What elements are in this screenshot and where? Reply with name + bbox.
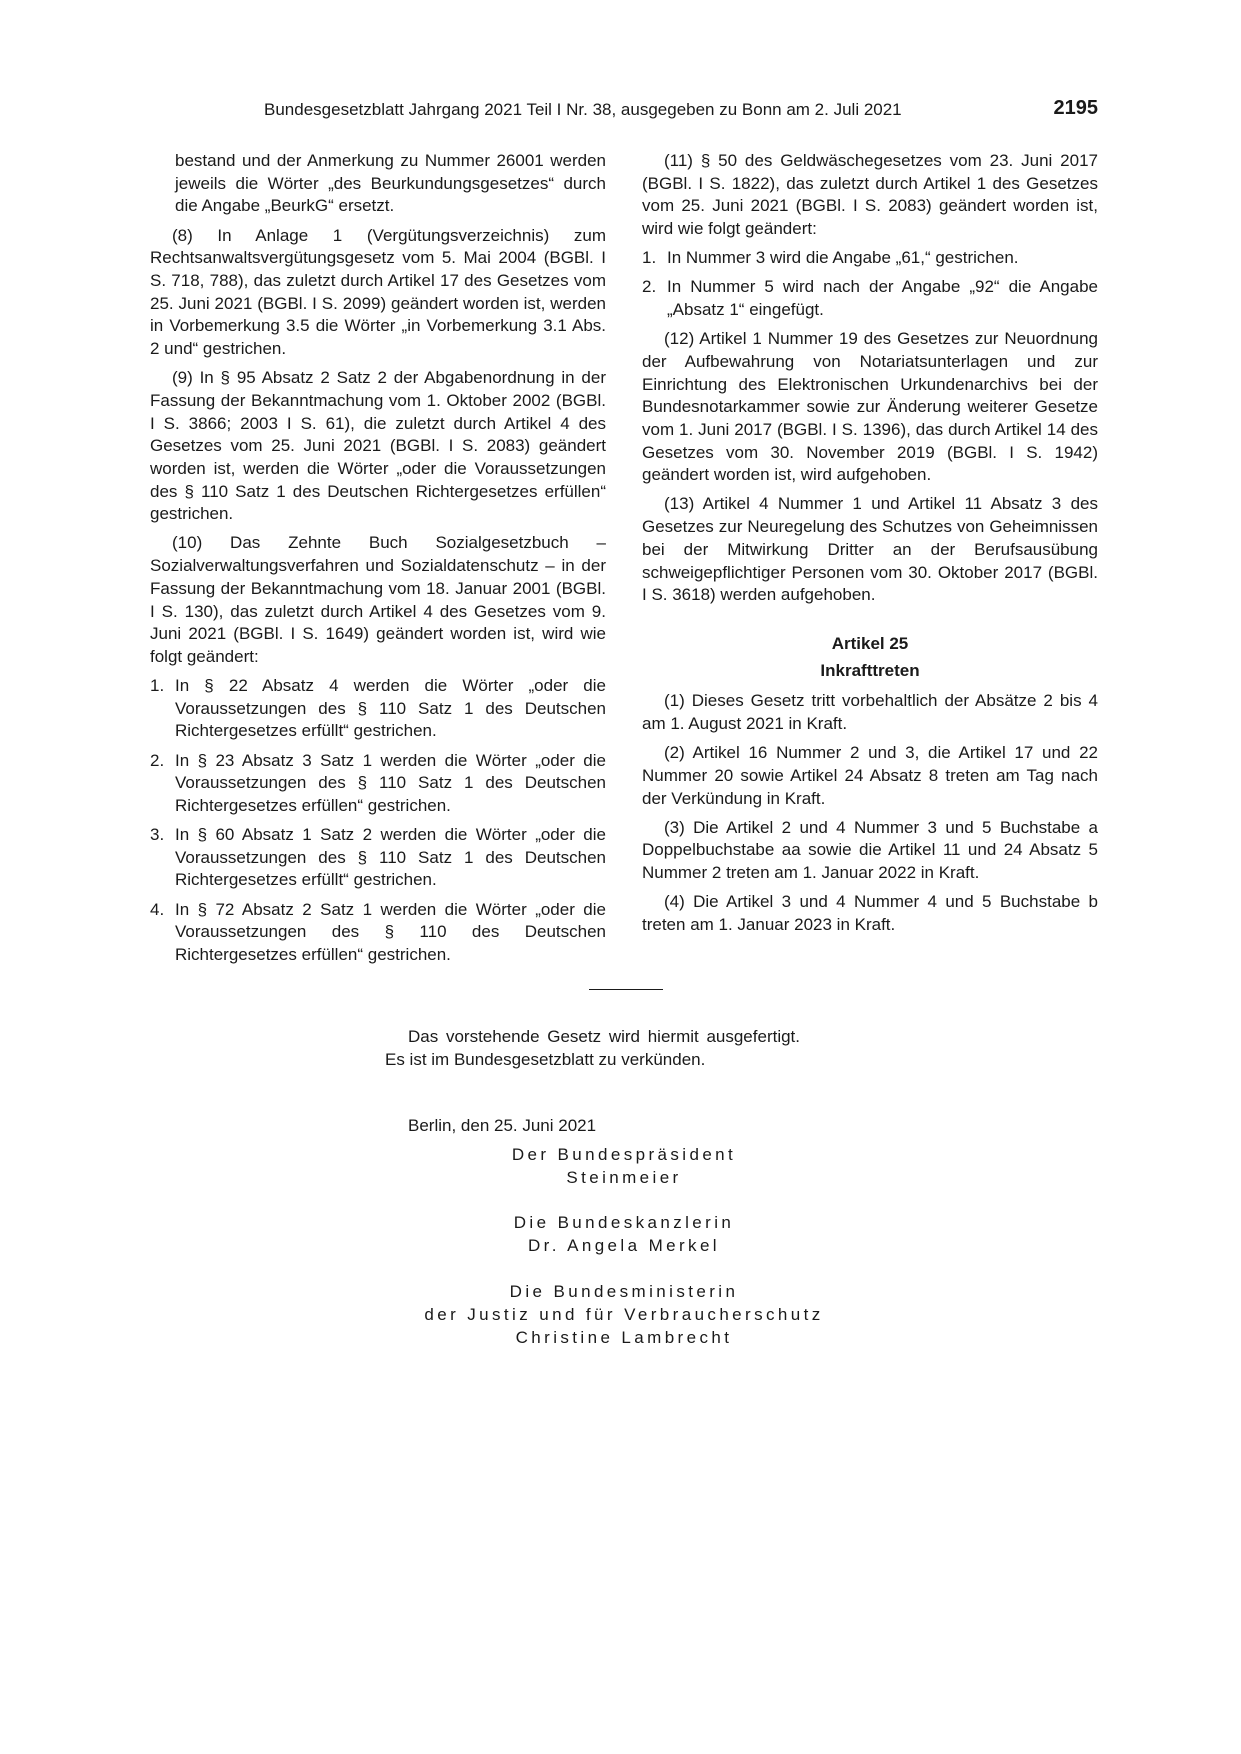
list-item-text: In Nummer 5 wird nach der Angabe „92“ die Angabe „Absatz 1“ eingefügt. <box>667 277 1098 319</box>
closing-line-2: Es ist im Bundesgesetzblatt zu verkünden. <box>385 1050 706 1069</box>
signature-role-2: der Justiz und für Verbraucherschutz <box>424 1305 824 1324</box>
list-item <box>150 675 606 743</box>
article-paragraph-4: (4) Die Artikel 3 und 4 Nummer 4 und 5 Buchstabe b treten am 1. Januar 2023 in Kraft. <box>642 892 1098 934</box>
signature-name: Christine Lambrecht <box>515 1328 733 1347</box>
running-head: Bundesgesetzblatt Jahrgang 2021 Teil I Nr. 38, ausgegeben zu Bonn am 2. Juli 2021 <box>264 100 902 119</box>
paragraph-12: (12) Artikel 1 Nummer 19 des Gesetzes zur Neuordnung der Aufbewahrung von Notariatsunterlagen und zur Einrichtung des Elektronischen Urkundenarchivs bei der Bundesnotarkammer sowie zur Änderung weiterer Gesetze vom 1. Juni 2017 (BGBl. I S. 1396), das durch Artikel 14 des Gesetzes vom 30. November 2019 (BGBl. I S. 1942) geändert worden ist, wird aufgehoben. <box>642 329 1098 485</box>
list-item-text: In § 23 Absatz 3 Satz 1 werden die Wörter „oder die Voraussetzungen des § 110 Satz 1 des Deutschen Richtergesetzes erfüllen“ gestrichen. <box>175 750 606 815</box>
list-item-text: In § 22 Absatz 4 werden die Wörter „oder die Voraussetzungen des § 110 Satz 1 des Deutschen Richtergesetzes erfüllt“ gestrichen. <box>175 676 606 741</box>
continued-paragraph: bestand und der Anmerkung zu Nummer 26001 werden jeweils die Wörter „des Beurkundungsgesetzes“ durch die Angabe „BeurkG“ ersetzt. <box>175 151 606 216</box>
list-item <box>642 276 1098 321</box>
list-item <box>150 899 606 967</box>
list-item-number: 1. <box>642 248 657 268</box>
signature-name: Dr. Angela Merkel <box>528 1236 720 1255</box>
list-item-text: In § 72 Absatz 2 Satz 1 werden die Wörter „oder die Voraussetzungen des § 110 des Deutschen Richtergesetzes erfüllen“ gestrichen. <box>175 899 606 964</box>
list-item-number: 1. <box>150 676 165 696</box>
signature-role: Die Bundeskanzlerin <box>513 1213 735 1232</box>
page-number: 2195 <box>1053 97 1098 119</box>
paragraph-8: (8) In Anlage 1 (Vergütungsverzeichnis) zum Rechtsanwaltsvergütungsgesetz vom 5. Mai 2004 (BGBl. I S. 718, 788), das zuletzt durch Artikel 17 des Gesetzes vom 25. Juni 2021 (BGBl. I S. 2099) geändert worden ist, werden in Vorbemerkung 3.5 die Wörter „in Vorbemerkung 3.1 Abs. 2 und“ gestrichen. <box>150 225 606 359</box>
paragraph-11: (11) § 50 des Geldwäschegesetzes vom 23. Juni 2017 (BGBl. I S. 1822), das zuletzt durch Artikel 1 des Gesetzes vom 25. Juni 2021 (BGBl. I S. 2083) geändert worden ist, wird wie folgt geändert: <box>642 151 1098 239</box>
list-item-number: 2. <box>642 277 657 297</box>
signature-role: Die Bundesministerin <box>509 1282 739 1301</box>
list-item-number: 3. <box>150 825 165 845</box>
place-date: Berlin, den 25. Juni 2021 <box>408 1116 597 1135</box>
closing-line-1: Das vorstehende Gesetz wird hiermit ausgefertigt. <box>408 1027 801 1046</box>
paragraph-10: (10) Das Zehnte Buch Sozialgesetzbuch – Sozialverwaltungsverfahren und Sozialdatenschutz – in der Fassung der Bekanntmachung vom 18. Januar 2001 (BGBl. I S. 130), das zuletzt durch Artikel 4 des Gesetzes vom 9. Juni 2021 (BGBl. I S. 1649) geändert worden ist, wird wie folgt geändert: <box>150 533 606 666</box>
article-paragraph-2: (2) Artikel 16 Nummer 2 und 3, die Artikel 17 und 22 Nummer 20 sowie Artikel 24 Absatz 8 treten am Tag nach der Verkündung in Kraft. <box>642 743 1098 808</box>
article-paragraph-1: (1) Dieses Gesetz tritt vorbehaltlich der Absätze 2 bis 4 am 1. August 2021 in Kraft. <box>642 691 1098 734</box>
article-heading: Inkrafttreten <box>820 660 920 680</box>
separator-rule <box>589 989 663 990</box>
signature-role: Der Bundespräsident <box>511 1145 737 1164</box>
right-column <box>642 150 1098 943</box>
list-item-text: In § 60 Absatz 1 Satz 2 werden die Wörter „oder die Voraussetzungen des § 110 Satz 1 des Deutschen Richtergesetzes erfüllt“ gestrichen. <box>175 825 606 890</box>
list-item <box>150 824 606 892</box>
left-column <box>150 150 606 973</box>
list-item <box>642 247 1098 270</box>
article-title: Artikel 25 <box>831 633 909 653</box>
paragraph-9: (9) In § 95 Absatz 2 Satz 2 der Abgabenordnung in der Fassung der Bekanntmachung vom 1. Oktober 2002 (BGBl. I S. 3866; 2003 I S. 61), die zuletzt durch Artikel 4 des Gesetzes vom 25. Juni 2021 (BGBl. I S. 2083) geändert worden ist, werden die Wörter „oder die Voraussetzungen des § 110 Satz 1 des Deutschen Richtergesetzes erfüllen“ gestrichen. <box>150 368 606 524</box>
list-item-number: 4. <box>150 899 165 919</box>
list-item <box>150 750 606 818</box>
running-header <box>150 97 1098 124</box>
paragraph-13: (13) Artikel 4 Nummer 1 und Artikel 11 Absatz 3 des Gesetzes zur Neuregelung des Schutzes von Geheimnissen bei der Mitwirkung Dritter an der Berufsausübung schweigepflichtiger Personen vom 30. Oktober 2017 (BGBl. I S. 3618) werden aufgehoben. <box>642 494 1098 605</box>
list-item-number: 2. <box>150 750 165 770</box>
article-paragraph-3: (3) Die Artikel 2 und 4 Nummer 3 und 5 Buchstabe a Doppelbuchstabe aa sowie die Artikel 11 und 24 Absatz 5 Nummer 2 treten am 1. Januar 2022 in Kraft. <box>642 817 1098 883</box>
list-item-text: In Nummer 3 wird die Angabe „61,“ gestrichen. <box>667 248 1019 268</box>
signature-name: Steinmeier <box>566 1168 682 1187</box>
